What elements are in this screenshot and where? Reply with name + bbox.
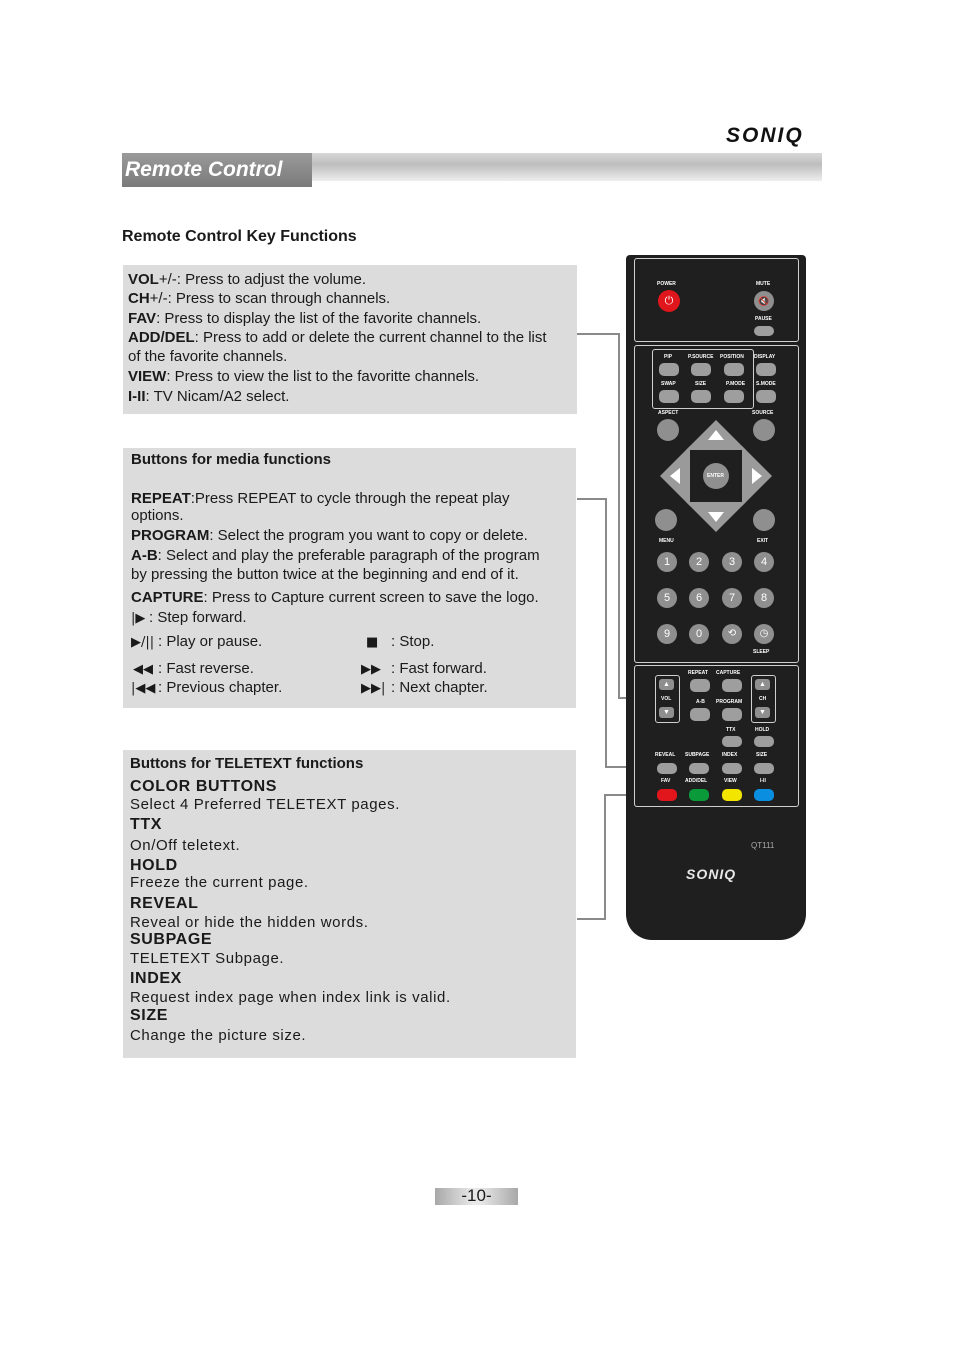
remote-label-fav: FAV — [661, 778, 671, 784]
remote-label-size2: SIZE — [756, 752, 768, 758]
page-number: -10- — [461, 1186, 492, 1205]
tt-subpage-desc: TELETEXT Subpage. — [130, 950, 285, 967]
remote-label-repeat: REPEAT — [688, 670, 708, 676]
key-line-fav: FAV: Press to display the list of the favorite channels. — [128, 310, 482, 327]
subpage-button-graphic — [689, 763, 709, 774]
connector-2-vertical — [605, 498, 607, 767]
remote-label-capture: CAPTURE — [716, 670, 741, 676]
pause-button-graphic — [754, 326, 774, 336]
remote-label-pmode: P.MODE — [726, 381, 746, 387]
remote-label-aspect: ASPECT — [658, 410, 679, 416]
remote-label-menu: MENU — [659, 538, 674, 544]
connector-3 — [577, 918, 606, 920]
fast-forward-icon: ▶▶ — [361, 662, 381, 677]
psource-button-graphic — [691, 363, 711, 376]
teletext-title: Buttons for TELETEXT functions — [130, 755, 364, 772]
key-line-adddel: ADD/DEL: Press to add or delete the current channel to the list — [128, 329, 547, 346]
remote-label-position: POSITION — [720, 354, 744, 360]
key-line-nicam: I-II: TV Nicam/A2 select. — [128, 388, 290, 405]
media-stop: ■ : Stop. — [366, 633, 435, 650]
size2-button-graphic — [754, 763, 774, 774]
remote-label-swap: SWAP — [661, 381, 676, 387]
media-repeat: REPEAT:Press REPEAT to cycle through the repeat play — [131, 490, 510, 507]
stop-icon: ■ — [366, 635, 379, 650]
blue-color-button-graphic — [754, 789, 774, 801]
remote-label-source: SOURCE — [752, 410, 774, 416]
red-color-button-graphic — [657, 789, 677, 801]
remote-label-enter: ENTER — [707, 473, 724, 479]
digit-7-button: 7 — [722, 588, 742, 608]
remote-label-i2: I-II — [760, 778, 766, 784]
remote-label-ttx: TTX — [726, 727, 736, 733]
remote-brand-logo: SONIQ — [686, 866, 737, 882]
remote-label-display: DISPLAY — [754, 354, 776, 360]
remote-label-index: INDEX — [722, 752, 738, 758]
ch-down-icon: ▼ — [755, 707, 770, 718]
remote-label-pause: PAUSE — [755, 316, 772, 322]
remote-control-illustration — [626, 255, 806, 940]
media-program: PROGRAM: Select the program you want to copy or delete. — [131, 527, 528, 544]
remote-label-smode: S.MODE — [756, 381, 776, 387]
digit-1-button: 1 — [657, 552, 677, 572]
digit-0-button: 0 — [689, 624, 709, 644]
media-repeat-cont: options. — [131, 507, 184, 524]
media-play: ▶/|| : Play or pause. — [131, 633, 263, 650]
power-icon: ⏻ — [658, 290, 680, 312]
ch-up-icon: ▲ — [755, 679, 770, 690]
media-functions-panel — [123, 448, 576, 708]
position-button-graphic — [724, 363, 744, 376]
tt-ttx-desc: On/Off teletext. — [130, 837, 241, 854]
vol-down-icon: ▼ — [659, 707, 674, 718]
tt-color-name: COLOR BUTTONS — [130, 778, 278, 795]
remote-label-hold: HOLD — [755, 727, 770, 733]
pmode-button-graphic — [724, 390, 744, 403]
remote-label-reveal: REVEAL — [655, 752, 676, 758]
media-title: Buttons for media functions — [131, 451, 331, 468]
ab-button-graphic — [690, 708, 710, 721]
connector-3-vertical — [604, 794, 606, 920]
recall-icon: ⟲ — [722, 624, 742, 644]
repeat-button-graphic — [690, 679, 710, 692]
green-color-button-graphic — [689, 789, 709, 801]
key-line-ch: CH+/-: Press to scan through channels. — [128, 290, 391, 307]
media-prev: |◀◀ : Previous chapter. — [131, 679, 283, 696]
remote-label-pip: PIP — [664, 354, 673, 360]
media-ab: A-B: Select and play the preferable paragraph of the program — [131, 547, 540, 564]
digit-6-button: 6 — [689, 588, 709, 608]
display-button-graphic — [756, 363, 776, 376]
mute-icon: 🔇 — [754, 291, 774, 311]
pip-button-graphic — [659, 363, 679, 376]
remote-label-adddel: ADD/DEL — [685, 778, 708, 784]
remote-label-vol: VOL — [661, 696, 672, 702]
media-rev: ◀◀ : Fast reverse. — [133, 660, 254, 677]
tt-size-name: SIZE — [130, 1007, 168, 1024]
program-button-graphic — [722, 708, 742, 721]
menu-button-graphic — [655, 509, 677, 531]
step-forward-icon: |▶ — [131, 611, 146, 626]
remote-label-power: POWER — [657, 281, 676, 287]
vol-up-icon: ▲ — [659, 679, 674, 690]
digit-3-button: 3 — [722, 552, 742, 572]
remote-label-ab: A-B — [696, 699, 705, 705]
sleep-icon: ◷ — [754, 624, 774, 644]
reveal-button-graphic — [657, 763, 677, 774]
digit-2-button: 2 — [689, 552, 709, 572]
connector-2 — [577, 498, 606, 500]
key-functions-panel — [123, 265, 577, 414]
previous-chapter-icon: |◀◀ — [131, 681, 156, 696]
teletext-functions-panel — [123, 750, 576, 1058]
connector-1 — [577, 333, 619, 335]
size-button-graphic — [691, 390, 711, 403]
media-ab-cont: by pressing the button twice at the beginning and end of it. — [131, 566, 519, 583]
key-line-adddel-cont: of the favorite channels. — [128, 348, 288, 365]
brand-logo: SONIQ — [726, 124, 804, 147]
tt-index-name: INDEX — [130, 970, 182, 987]
media-next: ▶▶| : Next chapter. — [361, 679, 488, 696]
connector-1-vertical — [618, 333, 620, 698]
tt-hold-desc: Freeze the current page. — [130, 874, 309, 891]
tt-subpage-name: SUBPAGE — [130, 931, 213, 948]
tt-hold-name: HOLD — [130, 857, 178, 874]
page-title: Remote Control — [125, 158, 283, 181]
digit-5-button: 5 — [657, 588, 677, 608]
remote-label-psource: P.SOURCE — [688, 354, 714, 360]
remote-label-subpage: SUBPAGE — [685, 752, 710, 758]
capture-button-graphic — [722, 679, 742, 692]
index-button-graphic — [722, 763, 742, 774]
tt-ttx-name: TTX — [130, 816, 163, 833]
remote-label-sleep: SLEEP — [753, 649, 770, 655]
ttx-button-graphic — [722, 736, 742, 747]
tt-color-desc: Select 4 Preferred TELETEXT pages. — [130, 796, 400, 813]
tt-index-desc: Request index page when index link is valid. — [130, 989, 451, 1006]
remote-label-size: SIZE — [695, 381, 707, 387]
remote-label-ch: CH — [759, 696, 767, 702]
tt-reveal-name: REVEAL — [130, 895, 199, 912]
tt-reveal-desc: Reveal or hide the hidden words. — [130, 914, 369, 931]
exit-button-graphic — [753, 509, 775, 531]
key-line-view: VIEW: Press to view the list to the favoritte channels. — [128, 368, 479, 385]
next-chapter-icon: ▶▶| — [361, 681, 386, 696]
key-line-vol: VOL+/-: Press to adjust the volume. — [128, 271, 367, 288]
section-title: Remote Control Key Functions — [122, 228, 357, 245]
yellow-color-button-graphic — [722, 789, 742, 801]
remote-label-mute: MUTE — [756, 281, 771, 287]
smode-button-graphic — [756, 390, 776, 403]
digit-8-button: 8 — [754, 588, 774, 608]
remote-label-view: VIEW — [724, 778, 737, 784]
swap-button-graphic — [659, 390, 679, 403]
media-ff: ▶▶ : Fast forward. — [361, 660, 487, 677]
hold-button-graphic — [754, 736, 774, 747]
tt-size-desc: Change the picture size. — [130, 1027, 307, 1044]
remote-model: QT111 — [751, 841, 775, 850]
digit-4-button: 4 — [754, 552, 774, 572]
remote-label-exit: EXIT — [757, 538, 769, 544]
play-pause-icon: ▶/|| — [131, 635, 155, 650]
media-capture: CAPTURE: Press to Capture current screen to save the logo. — [131, 589, 539, 606]
digit-9-button: 9 — [657, 624, 677, 644]
fast-reverse-icon: ◀◀ — [133, 662, 153, 677]
remote-label-program: PROGRAM — [716, 699, 743, 705]
media-step: |▶ : Step forward. — [131, 609, 247, 626]
